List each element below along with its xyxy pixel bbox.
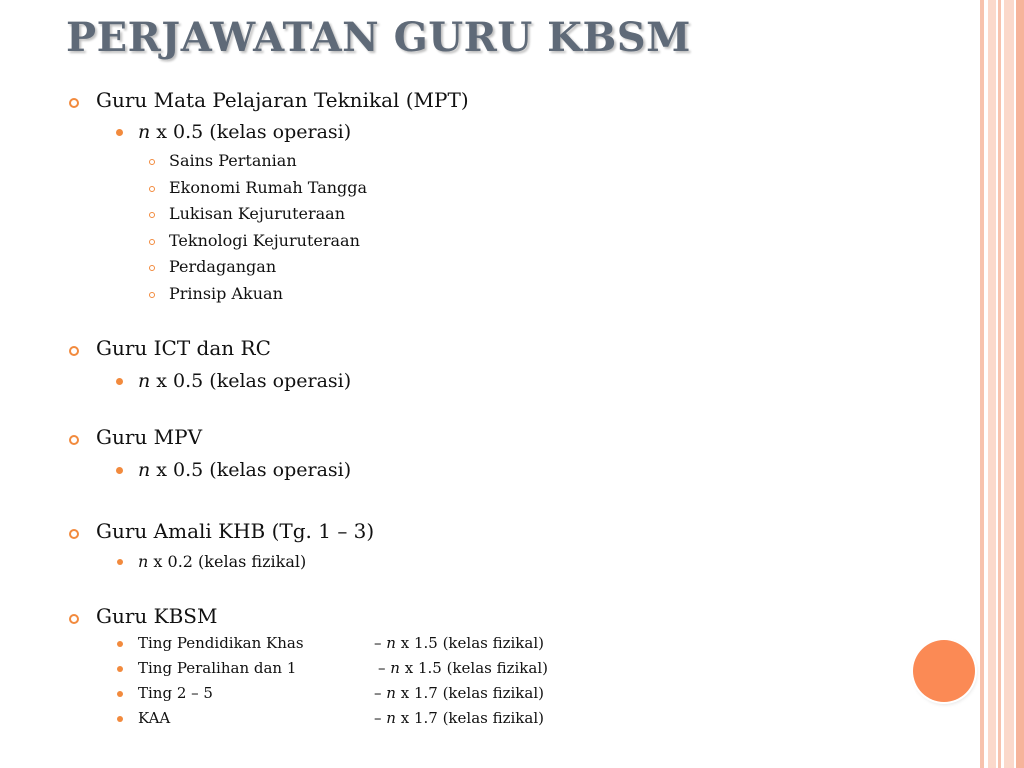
level-label: Ting Peralihan dan 1 — [138, 659, 297, 677]
decorative-circle — [913, 640, 975, 702]
formula-variable: n — [386, 709, 396, 727]
formula-variable: n — [386, 634, 396, 652]
dot-bullet-icon — [117, 559, 123, 565]
formula-text — [138, 459, 351, 481]
formula-rest: x 0.5 (kelas operasi) — [150, 121, 352, 143]
dot-bullet-icon — [117, 641, 123, 647]
subject-item: Lukisan Kejuruteraan — [169, 204, 346, 223]
dash: – — [374, 709, 387, 727]
decorative-stripe — [980, 0, 984, 768]
ring-bullet-icon — [149, 212, 155, 218]
section-heading: Guru Amali KHB (Tg. 1 – 3) — [96, 519, 375, 543]
dash: – — [374, 684, 387, 702]
ring-bullet-icon — [149, 292, 155, 298]
subject-item: Prinsip Akuan — [169, 284, 283, 303]
subject-item: Ekonomi Rumah Tangga — [169, 178, 368, 197]
formula-variable: n — [138, 370, 151, 392]
section-heading: Guru ICT dan RC — [96, 336, 271, 360]
formula-text — [138, 552, 306, 571]
decorative-stripe — [988, 0, 996, 768]
slide-title: PERJAWATAN GURU KBSM — [66, 14, 691, 61]
formula-rest: x 1.7 (kelas fizikal) — [395, 684, 544, 702]
ring-bullet-icon — [149, 239, 155, 245]
formula-text — [138, 121, 351, 143]
formula-variable: n — [390, 659, 400, 677]
formula-rest: x 1.5 (kelas fizikal) — [399, 659, 548, 677]
level-formula — [378, 659, 548, 677]
ring-bullet-icon — [149, 159, 155, 165]
formula-rest: x 0.5 (kelas operasi) — [150, 370, 352, 392]
formula-variable: n — [138, 121, 151, 143]
ring-bullet-icon — [149, 186, 155, 192]
formula-rest: x 1.5 (kelas fizikal) — [395, 634, 544, 652]
dot-bullet-icon — [116, 467, 123, 474]
level-formula — [374, 709, 544, 727]
decorative-stripe — [1004, 0, 1014, 768]
section-heading: Guru KBSM — [96, 604, 218, 628]
section-heading: Guru MPV — [96, 425, 203, 449]
ring-bullet-icon — [149, 265, 155, 271]
ring-bullet-icon — [69, 614, 79, 624]
subject-item: Sains Pertanian — [169, 151, 297, 170]
decorative-stripe — [1016, 0, 1024, 768]
ring-bullet-icon — [69, 346, 79, 356]
ring-bullet-icon — [69, 529, 79, 539]
dot-bullet-icon — [117, 716, 123, 722]
formula-variable: n — [386, 684, 396, 702]
ring-bullet-icon — [69, 98, 79, 108]
dot-bullet-icon — [117, 691, 123, 697]
section-heading: Guru Mata Pelajaran Teknikal (MPT) — [96, 88, 469, 112]
subject-item: Teknologi Kejuruteraan — [169, 231, 360, 250]
level-label: KAA — [138, 709, 171, 727]
ring-bullet-icon — [69, 435, 79, 445]
decorative-stripe — [998, 0, 1001, 768]
dash: – — [374, 634, 387, 652]
dot-bullet-icon — [116, 129, 123, 136]
formula-rest: x 1.7 (kelas fizikal) — [395, 709, 544, 727]
dot-bullet-icon — [116, 378, 123, 385]
formula-rest: x 0.2 (kelas fizikal) — [148, 552, 307, 571]
dot-bullet-icon — [117, 666, 123, 672]
level-formula — [374, 684, 544, 702]
level-formula — [374, 634, 544, 652]
dash: – — [378, 659, 391, 677]
formula-variable: n — [138, 459, 151, 481]
formula-text — [138, 370, 351, 392]
formula-variable: n — [138, 552, 149, 571]
level-label: Ting Pendidikan Khas — [138, 634, 304, 652]
level-label: Ting 2 – 5 — [138, 684, 213, 702]
formula-rest: x 0.5 (kelas operasi) — [150, 459, 352, 481]
subject-item: Perdagangan — [169, 257, 277, 276]
